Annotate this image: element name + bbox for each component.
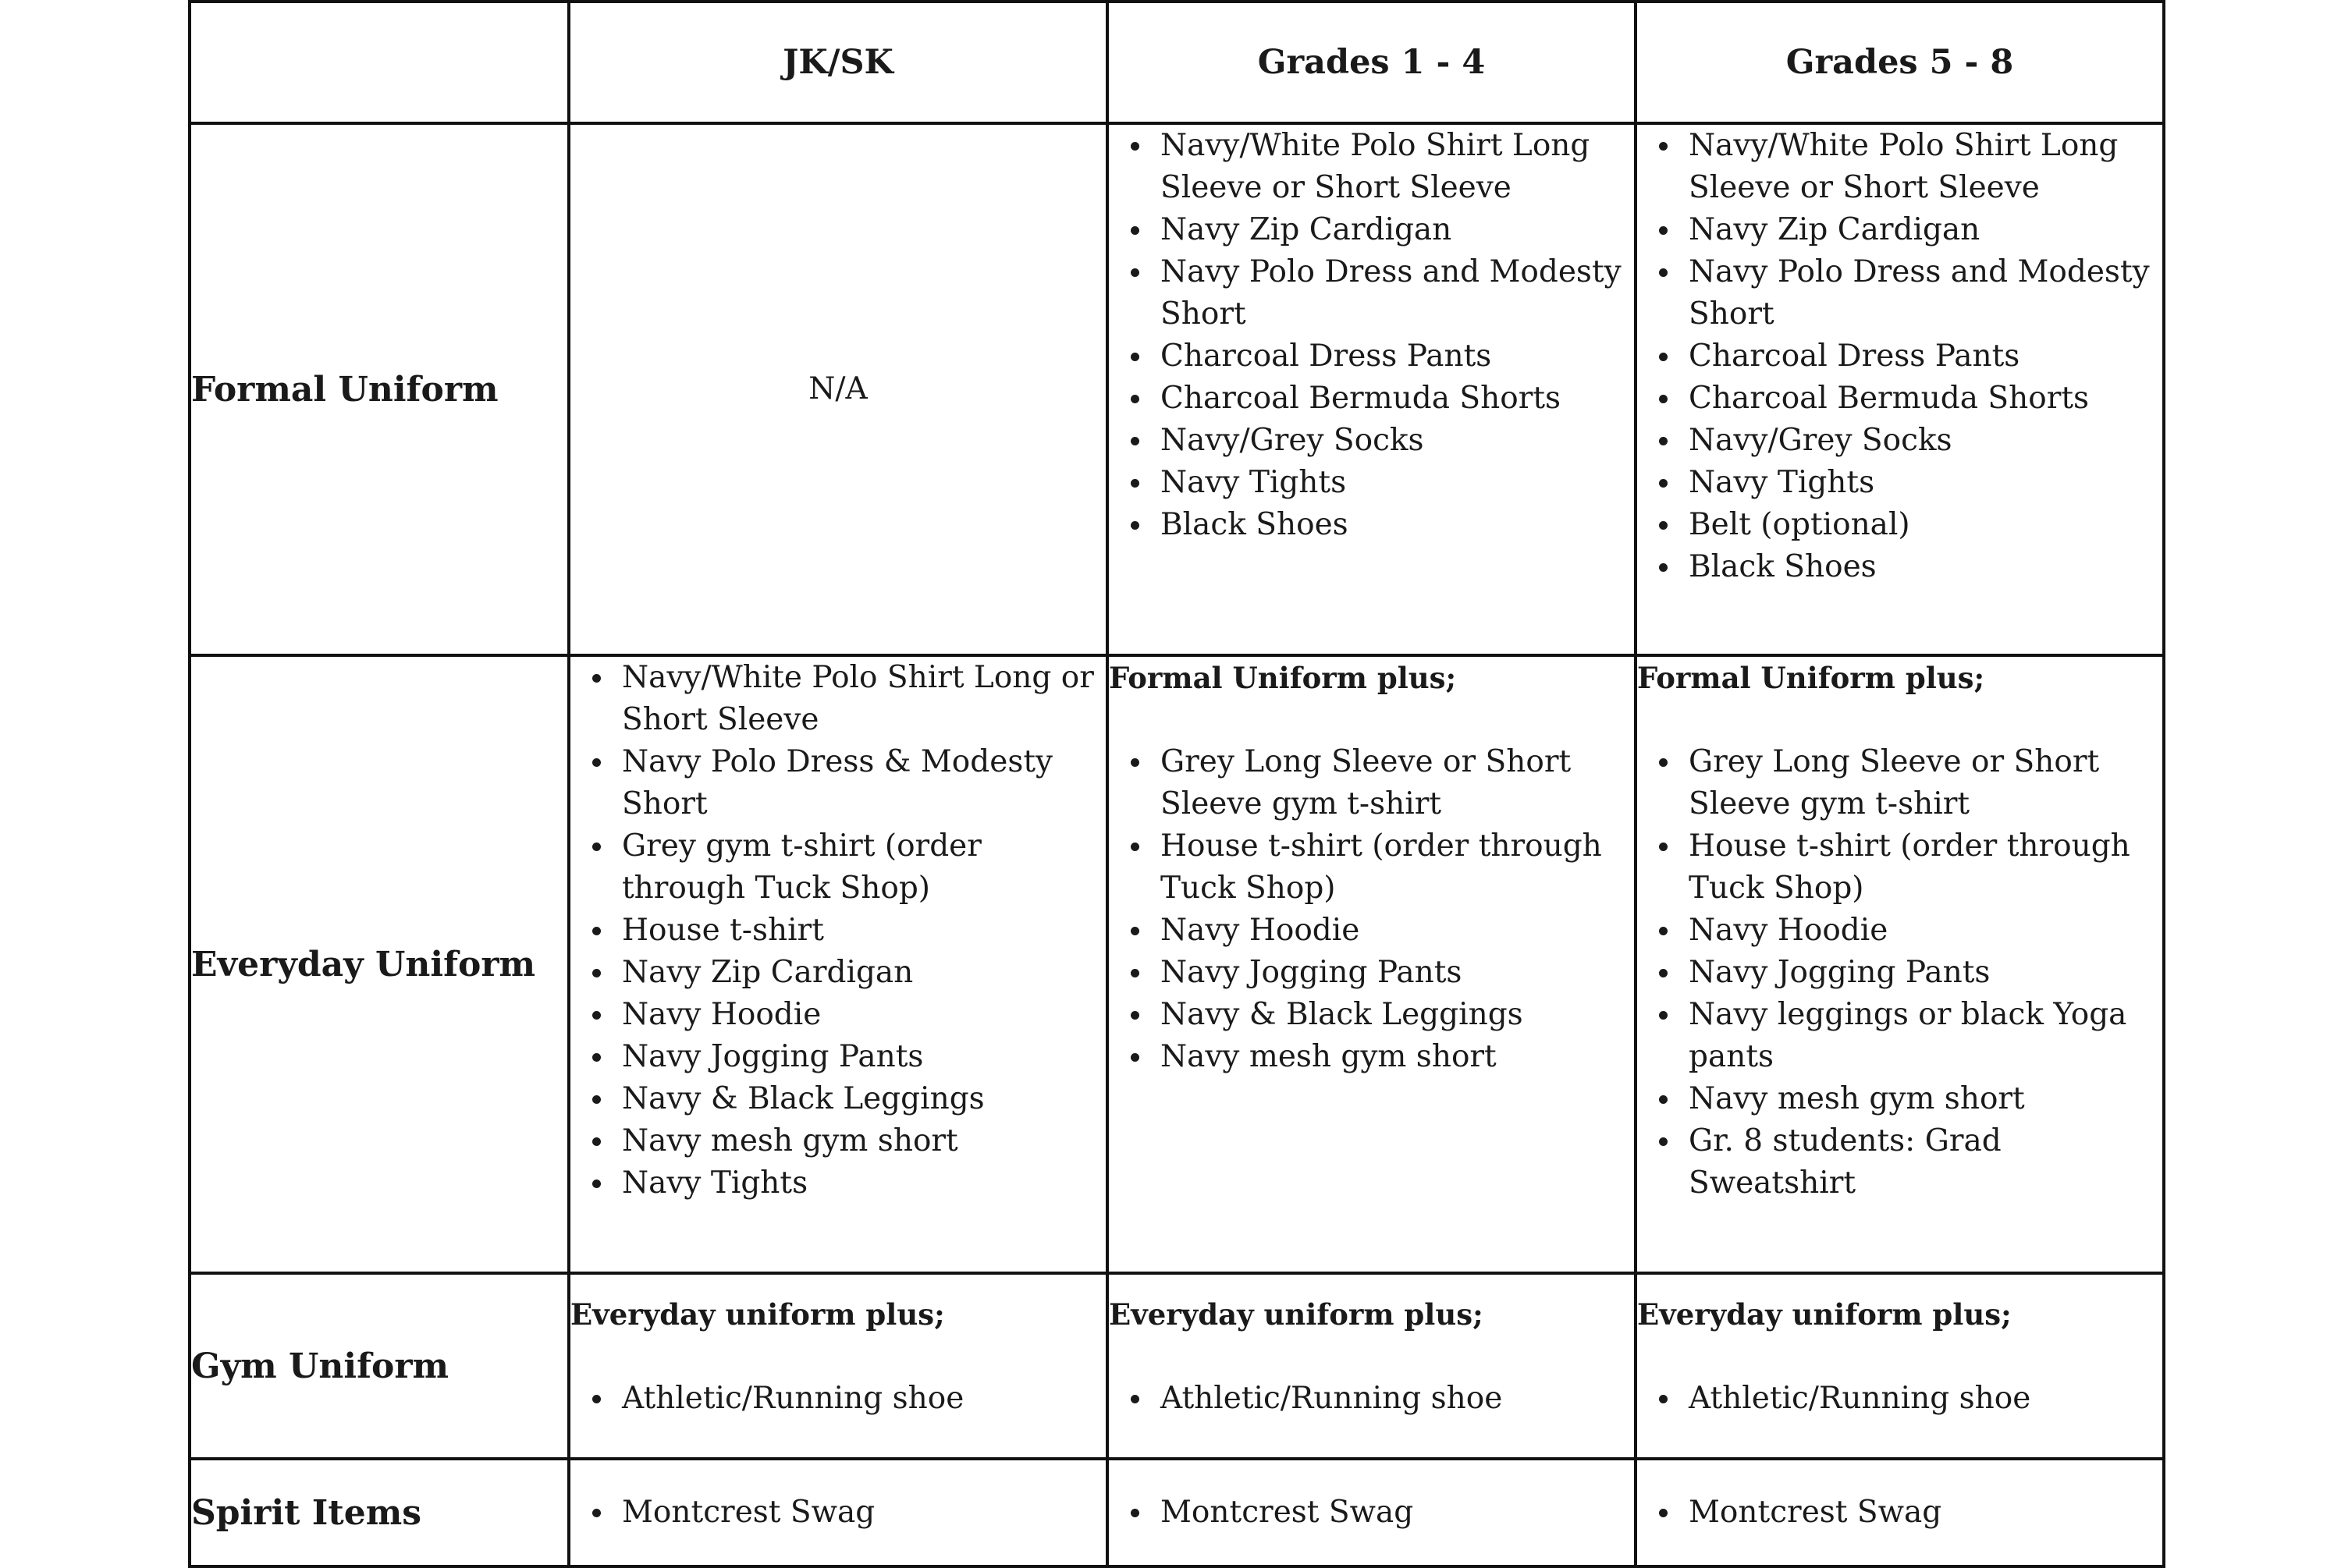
row-label-gym: Gym Uniform: [190, 1273, 569, 1459]
everyday-g14-cell: [1107, 655, 1636, 1273]
list-item: Navy/Grey Socks: [1689, 420, 2162, 462]
list-item: Athletic/Running shoe: [622, 1378, 1106, 1420]
list-item: Athletic/Running shoe: [1689, 1378, 2162, 1420]
list-item: Navy Tights: [622, 1162, 1106, 1204]
list-item: Navy Jogging Pants: [1689, 952, 2162, 994]
formal-g14-cell: [1107, 123, 1636, 655]
header-jk-sk: JK/SK: [569, 2, 1107, 123]
item-list: [570, 1492, 1106, 1534]
list-item: Athletic/Running shoe: [1160, 1378, 1634, 1420]
item-list: [570, 1378, 1106, 1420]
list-item: Gr. 8 students: Grad Sweatshirt: [1689, 1120, 2162, 1204]
list-item: Navy Hoodie: [622, 994, 1106, 1036]
gym-g14-cell: [1107, 1273, 1636, 1459]
list-item: Navy Hoodie: [1689, 910, 2162, 952]
item-list: [570, 657, 1106, 1204]
list-item: House t-shirt: [622, 910, 1106, 952]
list-item: Navy Jogging Pants: [622, 1036, 1106, 1078]
list-item: Charcoal Bermuda Shorts: [1689, 378, 2162, 420]
list-item: Montcrest Swag: [1689, 1492, 2162, 1534]
list-item: Navy/Grey Socks: [1160, 420, 1634, 462]
list-item: Navy Hoodie: [1160, 910, 1634, 952]
row-label-everyday: Everyday Uniform: [190, 655, 569, 1273]
list-item: Charcoal Dress Pants: [1689, 335, 2162, 378]
list-item: Grey Long Sleeve or Short Sleeve gym t-shirt: [1689, 741, 2162, 825]
item-list: [1109, 1378, 1634, 1420]
cell-intro: Everyday uniform plus;: [570, 1297, 945, 1332]
list-item: Navy Zip Cardigan: [622, 952, 1106, 994]
list-item: Montcrest Swag: [622, 1492, 1106, 1534]
list-item: Charcoal Dress Pants: [1160, 335, 1634, 378]
list-item: Charcoal Bermuda Shorts: [1160, 378, 1634, 420]
list-item: Navy & Black Leggings: [1160, 994, 1634, 1036]
list-item: Navy Polo Dress and Modesty Short: [1689, 251, 2162, 335]
list-item: Navy Zip Cardigan: [1689, 209, 2162, 251]
list-item: Navy mesh gym short: [1689, 1078, 2162, 1120]
list-item: Navy/White Polo Shirt Long or Short Sleeve: [622, 657, 1106, 741]
spirit-jk-cell: [569, 1459, 1107, 1566]
list-item: Navy mesh gym short: [622, 1120, 1106, 1162]
uniform-table: [188, 0, 2165, 1568]
list-item: Grey Long Sleeve or Short Sleeve gym t-shirt: [1160, 741, 1634, 825]
spirit-g58-cell: [1636, 1459, 2164, 1566]
cell-intro: Everyday uniform plus;: [1109, 1297, 1483, 1332]
item-list: [1109, 741, 1634, 1078]
gym-uniform-row: [190, 1273, 2164, 1459]
item-list: [1637, 1492, 2162, 1534]
row-label-spirit: Spirit Items: [190, 1459, 569, 1566]
header-empty-cell: [190, 2, 569, 123]
list-item: Navy mesh gym short: [1160, 1036, 1634, 1078]
spirit-g14-cell: [1107, 1459, 1636, 1566]
cell-intro: Everyday uniform plus;: [1637, 1297, 2012, 1332]
everyday-g58-cell: [1636, 655, 2164, 1273]
item-list: [1637, 741, 2162, 1204]
item-list: [1637, 1378, 2162, 1420]
list-item: Navy & Black Leggings: [622, 1078, 1106, 1120]
row-label-formal: Formal Uniform: [190, 123, 569, 655]
list-item: Black Shoes: [1689, 546, 2162, 588]
header-grades-1-4: Grades 1 - 4: [1107, 2, 1636, 123]
item-list: [1109, 125, 1634, 546]
list-item: Navy Tights: [1160, 462, 1634, 504]
list-item: Navy Jogging Pants: [1160, 952, 1634, 994]
header-row: [190, 2, 2164, 123]
cell-intro: Formal Uniform plus;: [1637, 661, 1985, 695]
list-item: Montcrest Swag: [1160, 1492, 1634, 1534]
everyday-jk-cell: [569, 655, 1107, 1273]
item-list: [1637, 125, 2162, 588]
gym-g58-cell: [1636, 1273, 2164, 1459]
gym-jk-cell: [569, 1273, 1107, 1459]
cell-intro: Formal Uniform plus;: [1109, 661, 1457, 695]
list-item: Navy Polo Dress and Modesty Short: [1160, 251, 1634, 335]
list-item: Navy/White Polo Shirt Long Sleeve or Short Sleeve: [1160, 125, 1634, 209]
list-item: Navy Zip Cardigan: [1160, 209, 1634, 251]
item-list: [1109, 1492, 1634, 1534]
list-item: Navy leggings or black Yoga pants: [1689, 994, 2162, 1078]
list-item: Belt (optional): [1689, 504, 2162, 546]
list-item: House t-shirt (order through Tuck Shop): [1689, 825, 2162, 910]
formal-uniform-row: [190, 123, 2164, 655]
list-item: Navy/White Polo Shirt Long Sleeve or Short Sleeve: [1689, 125, 2162, 209]
list-item: Navy Tights: [1689, 462, 2162, 504]
everyday-uniform-row: [190, 655, 2164, 1273]
list-item: House t-shirt (order through Tuck Shop): [1160, 825, 1634, 910]
spirit-items-row: [190, 1459, 2164, 1566]
list-item: Black Shoes: [1160, 504, 1634, 546]
formal-g58-cell: [1636, 123, 2164, 655]
header-grades-5-8: Grades 5 - 8: [1636, 2, 2164, 123]
formal-jk-cell: N/A: [569, 123, 1107, 655]
list-item: Grey gym t-shirt (order through Tuck Shop): [622, 825, 1106, 910]
list-item: Navy Polo Dress & Modesty Short: [622, 741, 1106, 825]
